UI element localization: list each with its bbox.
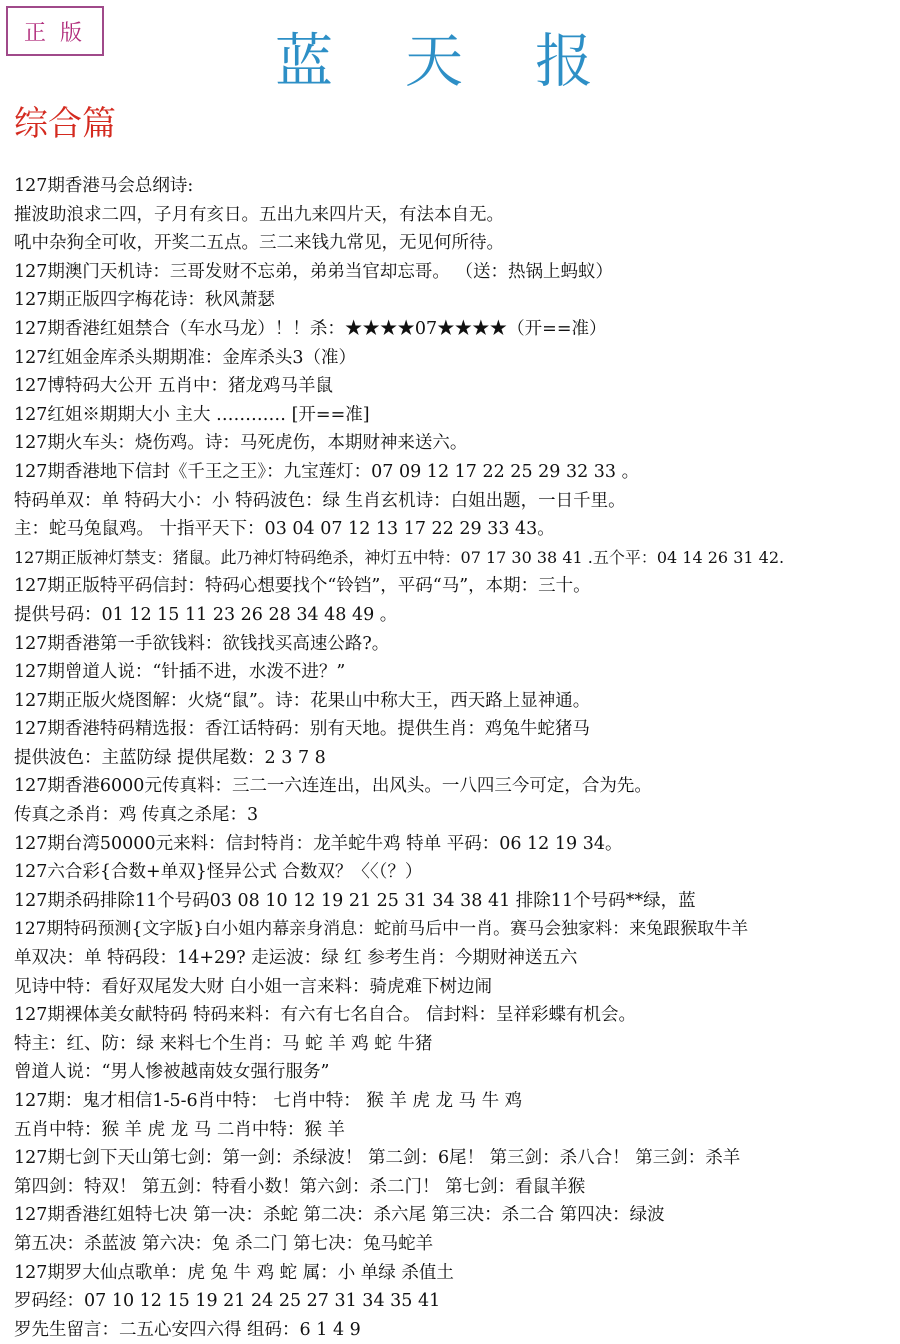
- text-line: 127期香港红姐禁合（车水马龙）！！杀：★★★★07★★★★（开==准）: [14, 318, 607, 339]
- edition-badge: 正版: [6, 6, 104, 56]
- text-line: 127期特码预测{文字版}白小姐内幕亲身消息：蛇前马后中一肖。赛马会独家料：来兔跟猴取牛羊: [14, 919, 749, 940]
- text-line: 127期正版火烧图解：火烧“鼠”。诗：花果山中称大王，西天路上显神通。: [14, 690, 591, 711]
- text-line: 127期香港地下信封《千王之王》：九宝莲灯：07 09 12 17 22 25 29 32 33 。: [14, 461, 640, 482]
- text-line: 提供波色：主蓝防绿 提供尾数：2 3 7 8: [14, 747, 326, 768]
- text-line: 127期曾道人说：“针插不进，水泼不进？”: [14, 662, 346, 683]
- text-line: 127期正版神灯禁支：猪鼠。此乃神灯特码绝杀，神灯五中特：07 17 30 38 41 .五个平：04 14 26 31 42.: [14, 547, 785, 567]
- text-line: 特主：红、防：绿 来料七个生肖：马 蛇 羊 鸡 蛇 牛猪: [14, 1033, 433, 1054]
- text-line: 127期杀码排除11个号码03 08 10 12 19 21 25 31 34 38 41 排除11个号码**绿，蓝: [14, 890, 696, 911]
- text-line: 127期正版特平码信封：特码心想要找个“铃铛”，平码“马”，本期：三十。: [14, 576, 591, 597]
- text-line: 特码单双：单 特码大小：小 特码波色：绿 生肖玄机诗：白姐出题，一日千里。: [14, 490, 626, 511]
- text-line: 127期澳门天机诗：三哥发财不忘弟，弟弟当官却忘哥。 （送：热锅上蚂蚁）: [14, 261, 613, 282]
- text-line: 提供号码：01 12 15 11 23 26 28 34 48 49 。: [14, 604, 398, 625]
- text-line: 见诗中特：看好双尾发大财 白小姐一言来料：骑虎难下树边闹: [14, 976, 493, 997]
- text-line: 127期七剑下天山第七剑：第一剑：杀绿波！ 第二剑：6尾！ 第三剑：杀八合！ 第三剑：杀羊: [14, 1148, 741, 1169]
- text-line: 127红姐金库杀头期期准：金库杀头3（准）: [14, 347, 357, 368]
- text-line: 单双决：单 特码段：14+29? 走运波：绿 红 参考生肖：今期财神送五六: [14, 948, 578, 969]
- text-line: 曾道人说：“男人惨被越南妓女强行服务”: [14, 1062, 330, 1083]
- text-line: 127期裸体美女献特码 特码来料：有六有七名自合。 信封料：呈祥彩蝶有机会。: [14, 1005, 637, 1026]
- article-body: [14, 172, 898, 1344]
- text-line: 主：蛇马兔鼠鸡。 十指平天下：03 04 07 12 13 17 22 29 33 43。: [14, 519, 555, 540]
- text-line: 127期香港马会总纲诗:: [14, 176, 194, 196]
- section-heading: 综合篇: [14, 104, 116, 144]
- text-line: 第四剑：特双！ 第五剑：特看小数！第六剑：杀二门！ 第七剑：看鼠羊猴: [14, 1176, 586, 1197]
- text-line: 127期香港特码精选报：香江话特码：别有天地。提供生肖：鸡兔牛蛇猪马: [14, 719, 590, 740]
- text-line: 摧波助浪求二四，子月有亥日。五出九来四片天，有法本自无。: [14, 204, 504, 225]
- text-line: 127期罗大仙点歌单：虎 兔 牛 鸡 蛇 属：小 单绿 杀值土: [14, 1262, 454, 1283]
- text-line: 127期火车头：烧伤鸡。诗：马死虎伤，本期财神来送六。: [14, 433, 468, 454]
- text-line: 127期：鬼才相信1-5-6肖中特： 七肖中特： 猴 羊 虎 龙 马 牛 鸡: [14, 1091, 523, 1111]
- newspaper-title: 蓝天报: [274, 27, 665, 95]
- text-line: 罗码经：07 10 12 15 19 21 24 25 27 31 34 35 41: [14, 1291, 441, 1312]
- text-line: 罗先生留言：二五心安四六得 组码：6 1 4 9: [14, 1319, 361, 1340]
- text-line: 127期香港6000元传真料：三二一六连连出，出风头。一八四三今可定，合为先。: [14, 776, 652, 797]
- text-line: 127期台湾50000元来料：信封特肖：龙羊蛇牛鸡 特单 平码：06 12 19 34。: [14, 833, 623, 854]
- text-line: 127六合彩{合数+单双}怪异公式 合数双？〈〈（？）: [14, 862, 423, 883]
- text-line: 第五决：杀蓝波 第六决：兔 杀二门 第七决：兔马蛇羊: [14, 1233, 434, 1254]
- text-line: 吼中杂狗全可收，开奖二五点。三二来钱九常见，无见何所待。: [14, 233, 504, 254]
- text-line: 127期香港红姐特七决 第一决：杀蛇 第二决：杀六尾 第三决：杀二合 第四决：绿波: [14, 1205, 665, 1226]
- text-line: 127期正版四字梅花诗：秋风萧瑟: [14, 290, 275, 311]
- text-line: 127红姐※期期大小 主大 ………… [开==准]: [14, 404, 370, 425]
- text-line: 127期香港第一手欲钱料：欲钱找买高速公路?。: [14, 633, 390, 654]
- text-line: 五肖中特：猴 羊 虎 龙 马 二肖中特：猴 羊: [14, 1119, 345, 1140]
- text-line: 传真之杀肖：鸡 传真之杀尾：3: [14, 805, 259, 826]
- text-line: 127博特码大公开 五肖中：猪龙鸡马羊鼠: [14, 376, 333, 397]
